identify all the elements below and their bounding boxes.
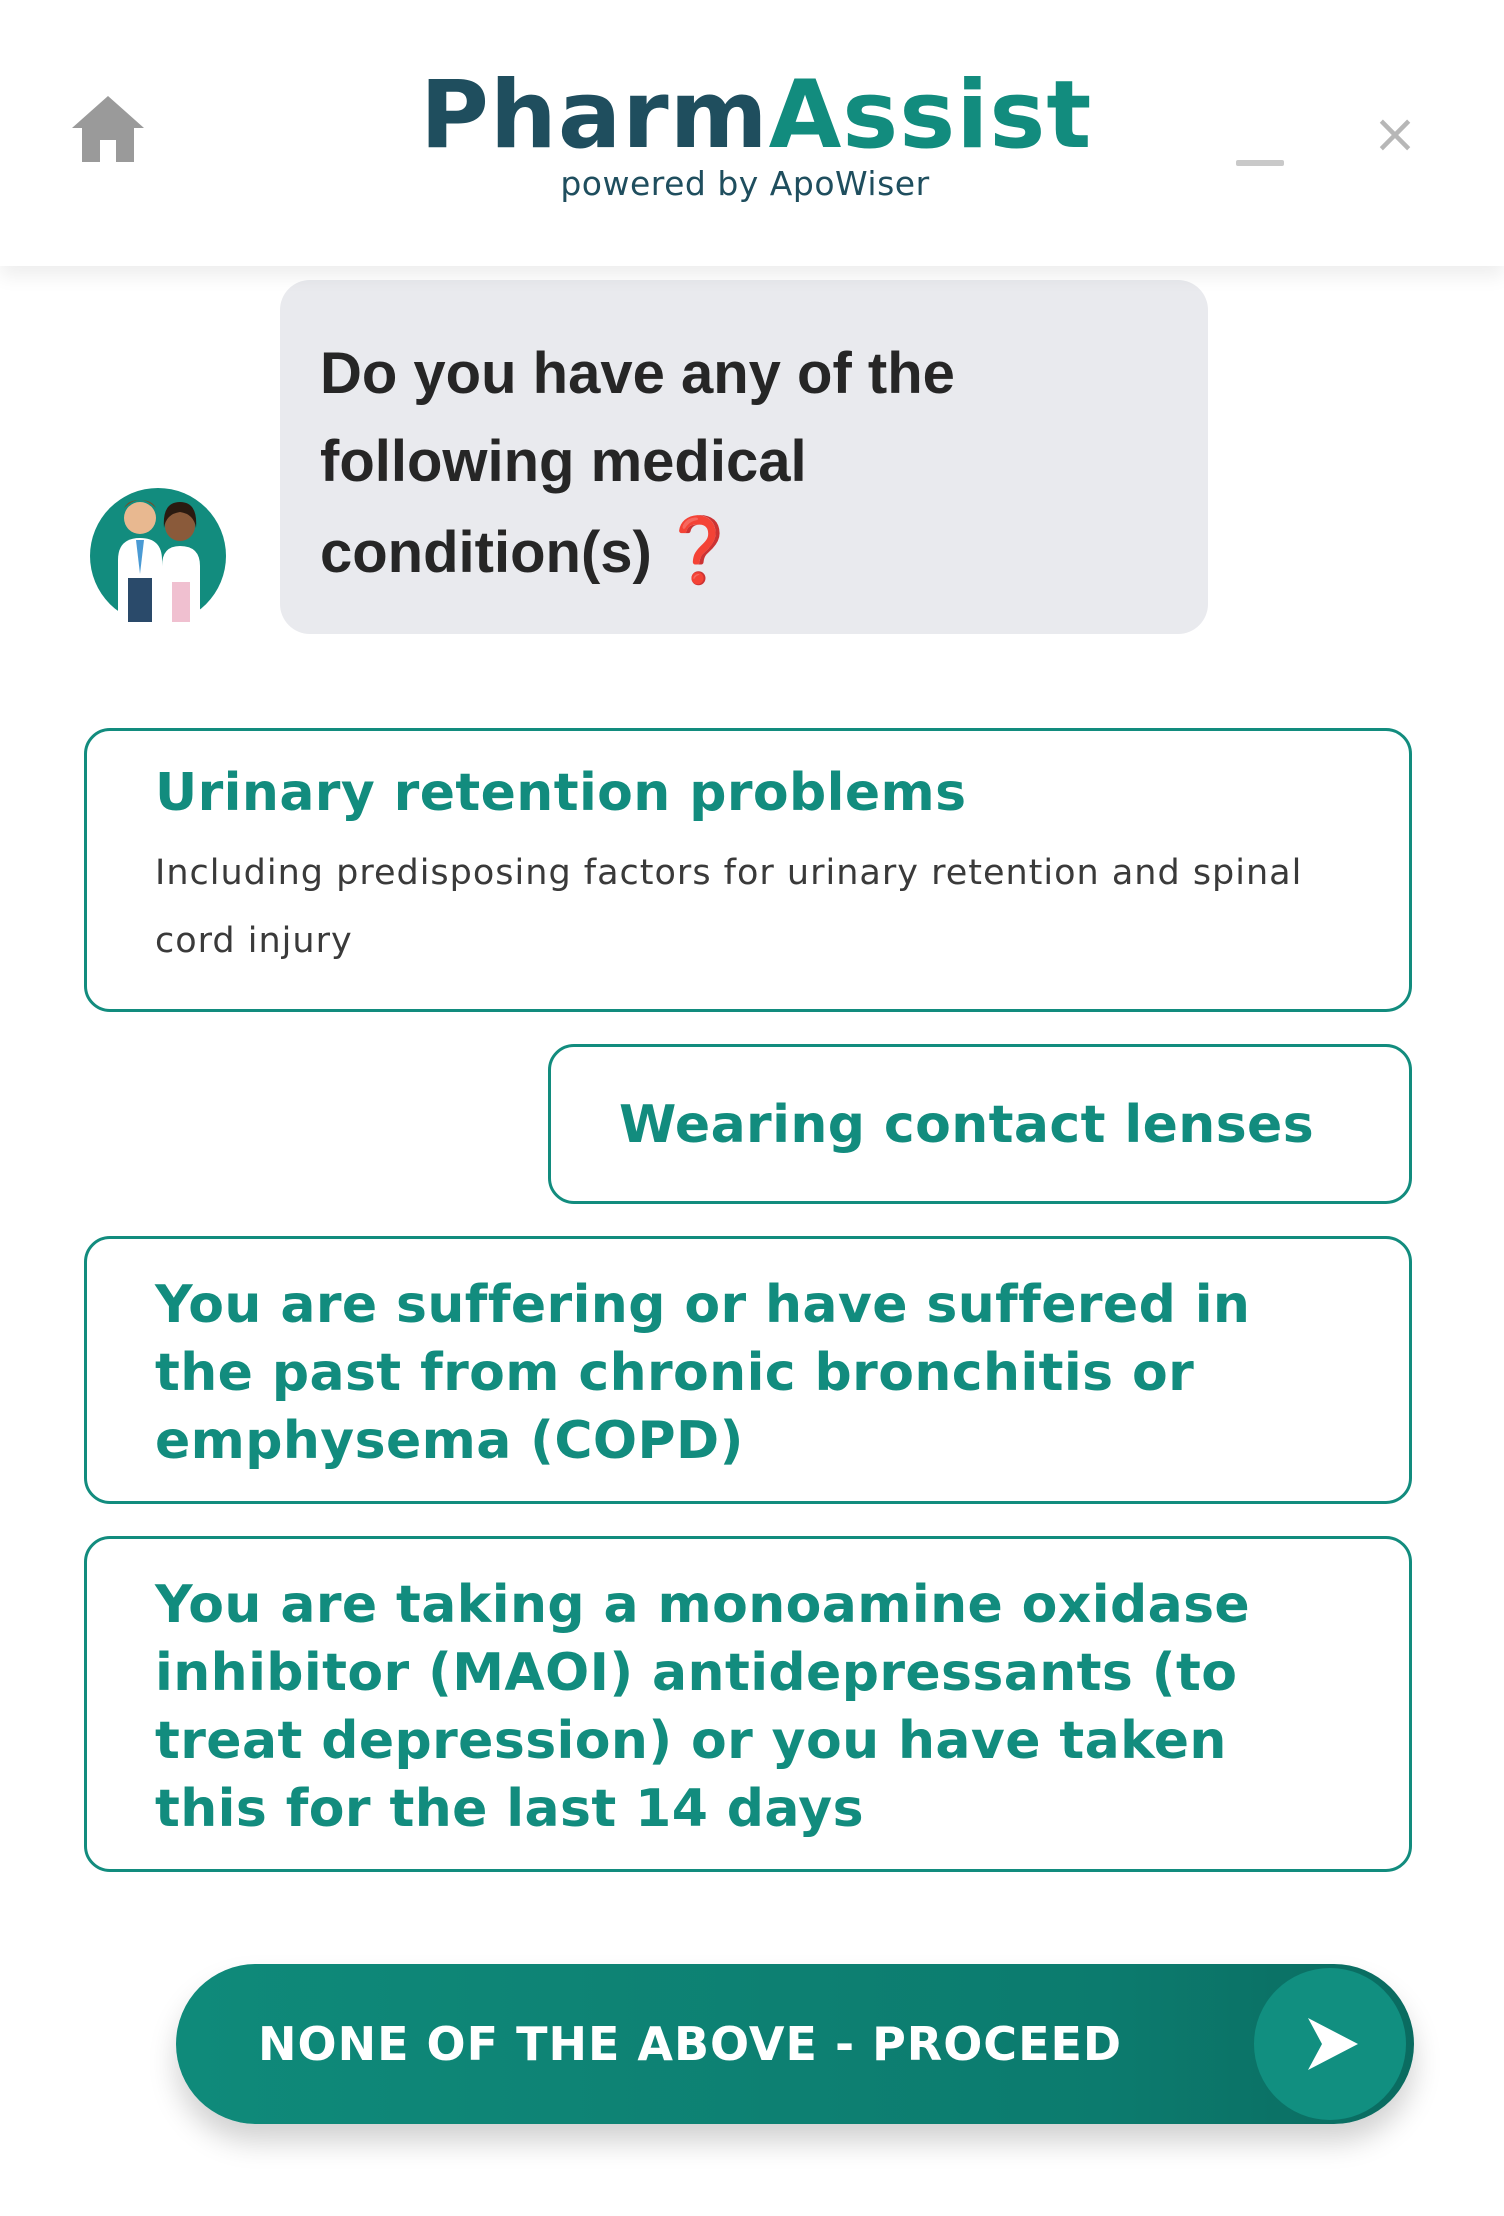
question-bubble xyxy=(280,280,1208,634)
proceed-button-label: NONE OF THE ABOVE - PROCEED xyxy=(258,2017,1123,2071)
option-maoi[interactable] xyxy=(84,1536,1412,1872)
close-icon: × xyxy=(1372,102,1418,165)
minimize-icon xyxy=(1236,160,1284,166)
logo-part-pharm: Pharm xyxy=(420,61,769,170)
close-button[interactable] xyxy=(1365,104,1425,164)
minimize-button[interactable] xyxy=(1230,120,1290,170)
logo-part-assist: Assist xyxy=(768,61,1093,170)
question-text xyxy=(320,330,1168,597)
home-icon[interactable] xyxy=(68,90,148,170)
option-urinary-retention[interactable] xyxy=(84,728,1412,1012)
option-title: Wearing contact lenses xyxy=(619,1095,1315,1155)
pharmacists-avatar-icon xyxy=(88,478,228,626)
option-title: You are taking a monoamine oxidase inhibitor (MAOI) antidepressants (to treat depression) or you have taken this for the last 14 days xyxy=(155,1575,1251,1839)
option-contact-lenses[interactable] xyxy=(548,1044,1412,1204)
question-mark-icon: ❓ xyxy=(659,514,740,586)
question-label: Do you have any of the following medical condition(s) xyxy=(320,341,955,585)
none-of-the-above-proceed-button[interactable] xyxy=(176,1964,1414,2124)
logo-subtitle: powered by ApoWiser xyxy=(560,164,930,203)
option-copd[interactable] xyxy=(84,1236,1412,1504)
pharmassist-logo xyxy=(420,60,1093,203)
arrow-right-icon xyxy=(1254,1968,1406,2120)
option-description: Including predisposing factors for urinary retention and spinal cord injury xyxy=(155,853,1303,961)
logo-title xyxy=(420,60,1093,172)
option-title: Urinary retention problems xyxy=(155,763,967,823)
option-title: You are suffering or have suffered in the past from chronic bronchitis or emphysema (COPD) xyxy=(155,1275,1251,1471)
app-header xyxy=(0,0,1504,266)
